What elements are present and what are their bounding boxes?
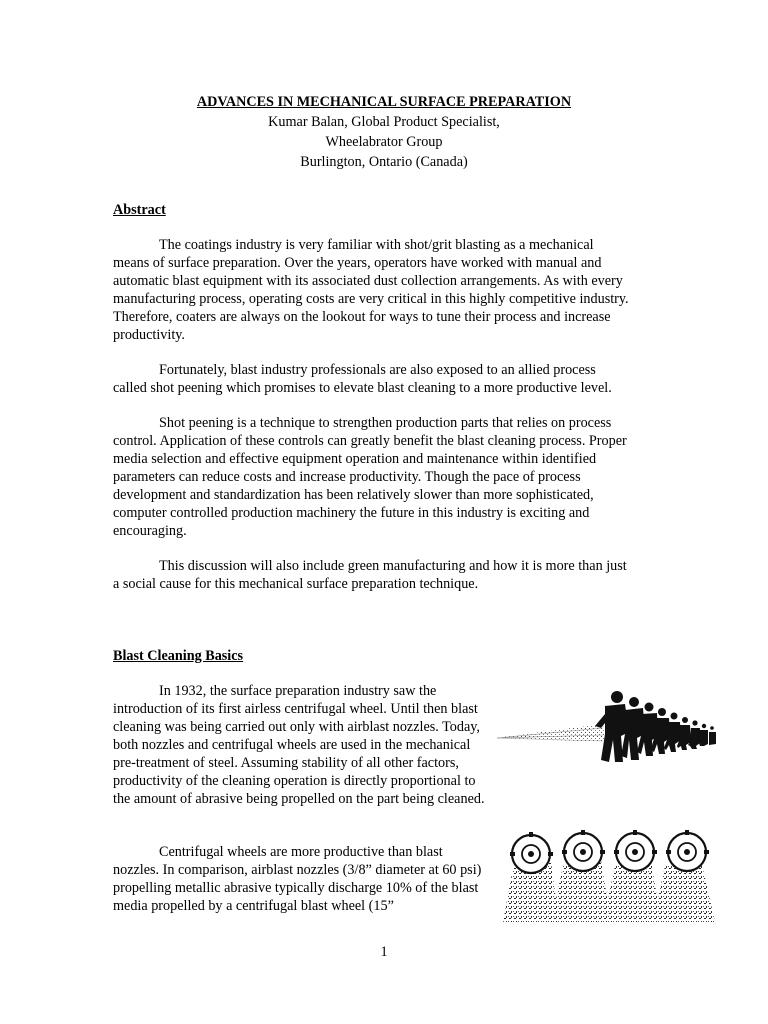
location-line: Burlington, Ontario (Canada) bbox=[300, 154, 468, 170]
blast-cleaning-heading: Blast Cleaning Basics bbox=[113, 648, 244, 664]
paper-title: ADVANCES IN MECHANICAL SURFACE PREPARATION bbox=[196, 94, 572, 110]
abstract-paragraph-3: Shot peening is a technique to strengthen production parts that relies on process control. Application of these controls can greatly benefit the blast cleaning process. Proper media selection and effective equipment operation and maintenance within identified parameters can reduce costs and increase productivity. Though the pace of process development and standardization has been relatively slower than more sophisticated, computer controlled production machinery the future in this industry is exciting and encouraging. bbox=[113, 415, 627, 539]
abstract-paragraph-4: This discussion will also include green manufacturing and how it is more than just a social cause for this mechanical surface preparation technique. bbox=[113, 558, 627, 592]
centrifugal-wheel-figure bbox=[503, 828, 718, 922]
author-line: Kumar Balan, Global Product Specialist, bbox=[268, 114, 500, 130]
abstract-paragraph-1: The coatings industry is very familiar with shot/grit blasting as a mechanical means of surface preparation. Over the years, operators have worked with manual and automatic blast equipment with its associated dust collection arrangements. As with every manufacturing process, operating costs are very critical in this highly competitive industry. Therefore, coaters are always on the lookout for ways to tune their process and increase productivity. bbox=[113, 237, 629, 343]
basics-paragraph-2: Centrifugal wheels are more productive than blast nozzles. In comparison, airblast nozzles (3/8” diameter at 60 psi) propelling metallic abrasive typically discharge 10% of the blast media propelled by a centrifugal blast wheel (15” bbox=[113, 844, 482, 914]
paper-header bbox=[0, 92, 768, 172]
abstract-paragraph-2: Fortunately, blast industry professionals are also exposed to an allied process called shot peening which promises to elevate blast cleaning to a more productive level. bbox=[113, 362, 612, 396]
organization-line: Wheelabrator Group bbox=[325, 134, 443, 150]
abstract-heading: Abstract bbox=[113, 202, 166, 218]
basics-paragraph-1: In 1932, the surface preparation industry saw the introduction of its first airless centrifugal wheel. Until then blast cleaning was being carried out only with airblast nozzles. Today, both nozzles and centrifugal wheels are used in the mechanical pre-treatment of steel. Assuming stability of all other factors, productivity of the cleaning operation is directly proportional to the amount of abrasive being propelled on the part being cleaned. bbox=[113, 683, 485, 807]
page-number: 1 bbox=[380, 944, 388, 960]
airblast-nozzle-figure bbox=[493, 688, 720, 766]
